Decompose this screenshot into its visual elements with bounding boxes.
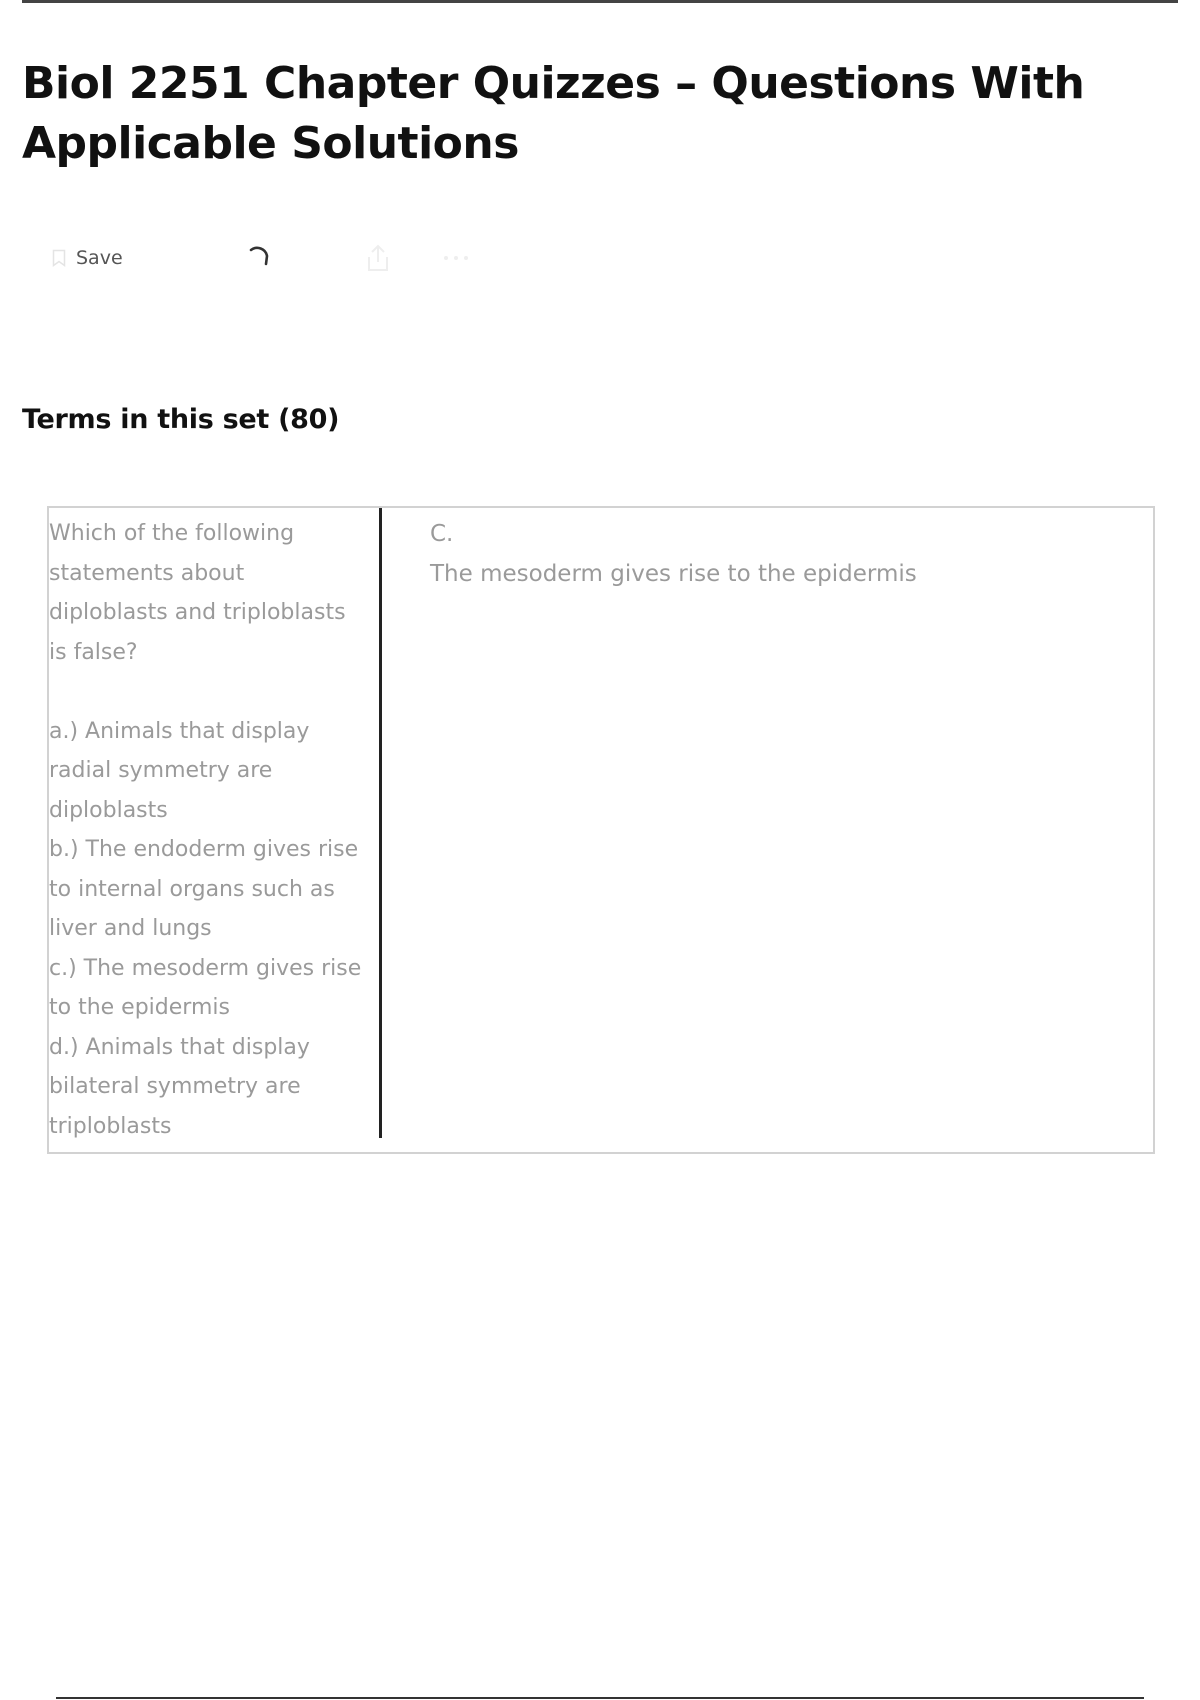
- term-line: to the epidermis: [49, 995, 230, 1020]
- definition-line: The mesoderm gives rise to the epidermis: [430, 561, 917, 587]
- loading-spinner-icon: [242, 242, 274, 274]
- toolbar: [52, 238, 512, 278]
- term-line: statements about: [49, 560, 245, 586]
- term-line: to internal organs such as: [49, 876, 335, 902]
- save-button[interactable]: [52, 244, 123, 272]
- save-label: Save: [76, 247, 123, 269]
- share-icon[interactable]: [364, 242, 392, 274]
- page-title: Biol 2251 Chapter Quizzes – Questions With Applicable Solutions: [22, 58, 1085, 169]
- card-term: [49, 514, 369, 1146]
- term-line: bilateral symmetry are: [49, 1074, 301, 1099]
- term-line: c.) The mesoderm gives rise: [49, 955, 362, 981]
- term-spacer: [49, 672, 369, 712]
- term-line: Which of the following: [49, 521, 295, 546]
- term-line: a.) Animals that display: [49, 718, 310, 744]
- term-line: b.) The endoderm gives rise: [49, 837, 359, 862]
- term-line: d.) Animals that display: [49, 1034, 310, 1060]
- card-definition: [430, 514, 1130, 594]
- card-divider: [379, 508, 382, 1138]
- terms-heading: Terms in this set (80): [22, 404, 340, 435]
- bottom-divider: [56, 1697, 1144, 1699]
- term-line: is false?: [49, 639, 138, 665]
- term-line: diploblasts and triploblasts: [49, 600, 346, 625]
- term-line: radial symmetry are: [49, 758, 273, 783]
- top-divider: [22, 0, 1178, 3]
- term-line: diploblasts: [49, 797, 168, 823]
- flashcard[interactable]: [47, 506, 1155, 1154]
- term-line: liver and lungs: [49, 916, 212, 941]
- term-line: triploblasts: [49, 1113, 172, 1139]
- bookmark-icon: [52, 249, 66, 267]
- definition-line: C.: [430, 521, 454, 547]
- more-options-icon[interactable]: [436, 242, 476, 274]
